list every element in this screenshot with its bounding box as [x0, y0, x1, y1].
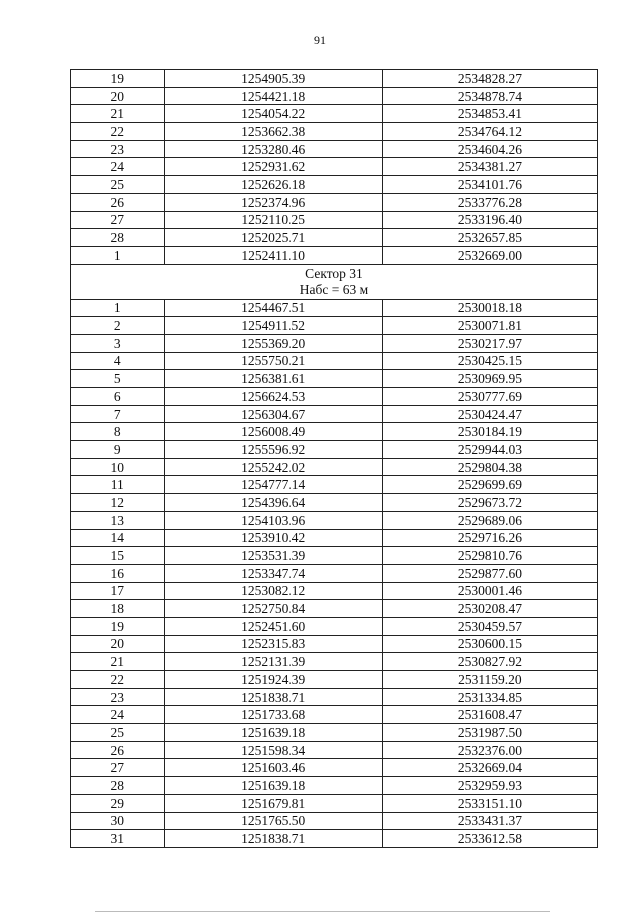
y-coordinate-cell: 2529944.03: [382, 441, 597, 459]
y-coordinate-cell: 2534381.27: [382, 158, 597, 176]
table-row: [71, 193, 598, 211]
x-coordinate-cell: 1252931.62: [164, 158, 382, 176]
table-row: [71, 423, 598, 441]
x-coordinate-cell: 1255242.02: [164, 458, 382, 476]
y-coordinate-cell: 2534604.26: [382, 140, 597, 158]
y-coordinate-cell: 2534878.74: [382, 87, 597, 105]
table-row: [71, 529, 598, 547]
table-section-sector-31: [71, 299, 598, 847]
y-coordinate-cell: 2532669.00: [382, 246, 597, 264]
point-number-cell: 30: [71, 812, 165, 830]
y-coordinate-cell: 2531987.50: [382, 724, 597, 742]
y-coordinate-cell: 2530969.95: [382, 370, 597, 388]
table-row: [71, 229, 598, 247]
x-coordinate-cell: 1254467.51: [164, 299, 382, 317]
point-number-cell: 6: [71, 388, 165, 406]
point-number-cell: 4: [71, 352, 165, 370]
x-coordinate-cell: 1251733.68: [164, 706, 382, 724]
x-coordinate-cell: 1253531.39: [164, 547, 382, 565]
table-row: [71, 299, 598, 317]
table-row: [71, 87, 598, 105]
y-coordinate-cell: 2530001.46: [382, 582, 597, 600]
table-row: [71, 140, 598, 158]
x-coordinate-cell: 1253280.46: [164, 140, 382, 158]
point-number-cell: 31: [71, 830, 165, 848]
y-coordinate-cell: 2532657.85: [382, 229, 597, 247]
table-row: [71, 635, 598, 653]
table-row: [71, 352, 598, 370]
point-number-cell: 25: [71, 176, 165, 194]
x-coordinate-cell: 1251838.71: [164, 830, 382, 848]
y-coordinate-cell: 2529804.38: [382, 458, 597, 476]
sector-title: Сектор 31: [305, 265, 363, 281]
point-number-cell: 20: [71, 635, 165, 653]
point-number-cell: 22: [71, 671, 165, 689]
point-number-cell: 20: [71, 87, 165, 105]
point-number-cell: 23: [71, 688, 165, 706]
table-row: [71, 617, 598, 635]
table-row: [71, 777, 598, 795]
y-coordinate-cell: 2529673.72: [382, 494, 597, 512]
table-row: [71, 547, 598, 565]
table-row: [71, 405, 598, 423]
point-number-cell: 18: [71, 600, 165, 618]
point-number-cell: 24: [71, 706, 165, 724]
table-row: [71, 653, 598, 671]
sector-height-label: Набс = 63 м: [299, 281, 369, 297]
x-coordinate-cell: 1252374.96: [164, 193, 382, 211]
table-row: [71, 176, 598, 194]
point-number-cell: 19: [71, 617, 165, 635]
x-coordinate-cell: 1252750.84: [164, 600, 382, 618]
y-coordinate-cell: 2530071.81: [382, 317, 597, 335]
x-coordinate-cell: 1256008.49: [164, 423, 382, 441]
y-coordinate-cell: 2530600.15: [382, 635, 597, 653]
x-coordinate-cell: 1251765.50: [164, 812, 382, 830]
point-number-cell: 26: [71, 741, 165, 759]
table-row: [71, 211, 598, 229]
point-number-cell: 2: [71, 317, 165, 335]
table-row: [71, 158, 598, 176]
x-coordinate-cell: 1254054.22: [164, 105, 382, 123]
x-coordinate-cell: 1251598.34: [164, 741, 382, 759]
y-coordinate-cell: 2530827.92: [382, 653, 597, 671]
table-row: [71, 494, 598, 512]
point-number-cell: 17: [71, 582, 165, 600]
point-number-cell: 24: [71, 158, 165, 176]
x-coordinate-cell: 1253082.12: [164, 582, 382, 600]
table-row: [71, 123, 598, 141]
y-coordinate-cell: 2530208.47: [382, 600, 597, 618]
x-coordinate-cell: 1252131.39: [164, 653, 382, 671]
x-coordinate-cell: 1252110.25: [164, 211, 382, 229]
y-coordinate-cell: 2529699.69: [382, 476, 597, 494]
y-coordinate-cell: 2532376.00: [382, 741, 597, 759]
point-number-cell: 3: [71, 334, 165, 352]
table-row: [71, 812, 598, 830]
table-row: [71, 724, 598, 742]
y-coordinate-cell: 2530777.69: [382, 388, 597, 406]
point-number-cell: 11: [71, 476, 165, 494]
table-row: [71, 564, 598, 582]
point-number-cell: 19: [71, 70, 165, 88]
point-number-cell: 21: [71, 105, 165, 123]
table-row: [71, 317, 598, 335]
x-coordinate-cell: 1251639.18: [164, 777, 382, 795]
point-number-cell: 28: [71, 229, 165, 247]
table-row: [71, 105, 598, 123]
table-row: [71, 706, 598, 724]
x-coordinate-cell: 1254421.18: [164, 87, 382, 105]
x-coordinate-cell: 1256624.53: [164, 388, 382, 406]
point-number-cell: 27: [71, 759, 165, 777]
y-coordinate-cell: 2530018.18: [382, 299, 597, 317]
y-coordinate-cell: 2534853.41: [382, 105, 597, 123]
table-row: [71, 511, 598, 529]
x-coordinate-cell: 1251924.39: [164, 671, 382, 689]
y-coordinate-cell: 2533612.58: [382, 830, 597, 848]
y-coordinate-cell: 2531159.20: [382, 671, 597, 689]
y-coordinate-cell: 2533776.28: [382, 193, 597, 211]
point-number-cell: 14: [71, 529, 165, 547]
point-number-cell: 25: [71, 724, 165, 742]
y-coordinate-cell: 2532959.93: [382, 777, 597, 795]
y-coordinate-cell: 2530217.97: [382, 334, 597, 352]
x-coordinate-cell: 1254103.96: [164, 511, 382, 529]
point-number-cell: 9: [71, 441, 165, 459]
x-coordinate-cell: 1252315.83: [164, 635, 382, 653]
y-coordinate-cell: 2533431.37: [382, 812, 597, 830]
y-coordinate-cell: 2529877.60: [382, 564, 597, 582]
point-number-cell: 15: [71, 547, 165, 565]
point-number-cell: 1: [71, 299, 165, 317]
x-coordinate-cell: 1253347.74: [164, 564, 382, 582]
y-coordinate-cell: 2529716.26: [382, 529, 597, 547]
point-number-cell: 29: [71, 794, 165, 812]
point-number-cell: 22: [71, 123, 165, 141]
y-coordinate-cell: 2531334.85: [382, 688, 597, 706]
x-coordinate-cell: 1255750.21: [164, 352, 382, 370]
sector-header-cell: [71, 264, 598, 299]
x-coordinate-cell: 1254911.52: [164, 317, 382, 335]
point-number-cell: 10: [71, 458, 165, 476]
y-coordinate-cell: 2532669.04: [382, 759, 597, 777]
y-coordinate-cell: 2534764.12: [382, 123, 597, 141]
table-row: [71, 794, 598, 812]
table-row: [71, 334, 598, 352]
y-coordinate-cell: 2533196.40: [382, 211, 597, 229]
x-coordinate-cell: 1253662.38: [164, 123, 382, 141]
point-number-cell: 7: [71, 405, 165, 423]
x-coordinate-cell: 1252411.10: [164, 246, 382, 264]
y-coordinate-cell: 2529689.06: [382, 511, 597, 529]
x-coordinate-cell: 1256381.61: [164, 370, 382, 388]
page-number: 91: [314, 33, 326, 47]
table-row: [71, 70, 598, 88]
x-coordinate-cell: 1254777.14: [164, 476, 382, 494]
table-row: [71, 582, 598, 600]
table-row: [71, 476, 598, 494]
x-coordinate-cell: 1251639.18: [164, 724, 382, 742]
x-coordinate-cell: 1256304.67: [164, 405, 382, 423]
y-coordinate-cell: 2530424.47: [382, 405, 597, 423]
table-row: [71, 759, 598, 777]
point-number-cell: 12: [71, 494, 165, 512]
table-row: [71, 388, 598, 406]
y-coordinate-cell: 2534101.76: [382, 176, 597, 194]
table-row: [71, 246, 598, 264]
table-row: [71, 830, 598, 848]
x-coordinate-cell: 1254905.39: [164, 70, 382, 88]
x-coordinate-cell: 1251838.71: [164, 688, 382, 706]
x-coordinate-cell: 1254396.64: [164, 494, 382, 512]
y-coordinate-cell: 2530184.19: [382, 423, 597, 441]
x-coordinate-cell: 1252451.60: [164, 617, 382, 635]
table-row: [71, 370, 598, 388]
coordinates-table: [70, 69, 598, 848]
point-number-cell: 28: [71, 777, 165, 795]
x-coordinate-cell: 1255596.92: [164, 441, 382, 459]
x-coordinate-cell: 1251679.81: [164, 794, 382, 812]
x-coordinate-cell: 1252025.71: [164, 229, 382, 247]
y-coordinate-cell: 2534828.27: [382, 70, 597, 88]
x-coordinate-cell: 1253910.42: [164, 529, 382, 547]
table-row: [71, 671, 598, 689]
sector-header-row: [71, 264, 598, 299]
point-number-cell: 5: [71, 370, 165, 388]
table-section-sector-header: [71, 264, 598, 299]
y-coordinate-cell: 2530459.57: [382, 617, 597, 635]
x-coordinate-cell: 1255369.20: [164, 334, 382, 352]
point-number-cell: 1: [71, 246, 165, 264]
y-coordinate-cell: 2530425.15: [382, 352, 597, 370]
table-row: [71, 441, 598, 459]
table-row: [71, 600, 598, 618]
page-bottom-rule: [95, 911, 550, 912]
x-coordinate-cell: 1252626.18: [164, 176, 382, 194]
table-row: [71, 458, 598, 476]
table-row: [71, 741, 598, 759]
y-coordinate-cell: 2531608.47: [382, 706, 597, 724]
point-number-cell: 21: [71, 653, 165, 671]
point-number-cell: 16: [71, 564, 165, 582]
table-section-previous-sector: [71, 70, 598, 265]
point-number-cell: 26: [71, 193, 165, 211]
point-number-cell: 13: [71, 511, 165, 529]
y-coordinate-cell: 2529810.76: [382, 547, 597, 565]
y-coordinate-cell: 2533151.10: [382, 794, 597, 812]
table-row: [71, 688, 598, 706]
point-number-cell: 8: [71, 423, 165, 441]
point-number-cell: 27: [71, 211, 165, 229]
x-coordinate-cell: 1251603.46: [164, 759, 382, 777]
point-number-cell: 23: [71, 140, 165, 158]
